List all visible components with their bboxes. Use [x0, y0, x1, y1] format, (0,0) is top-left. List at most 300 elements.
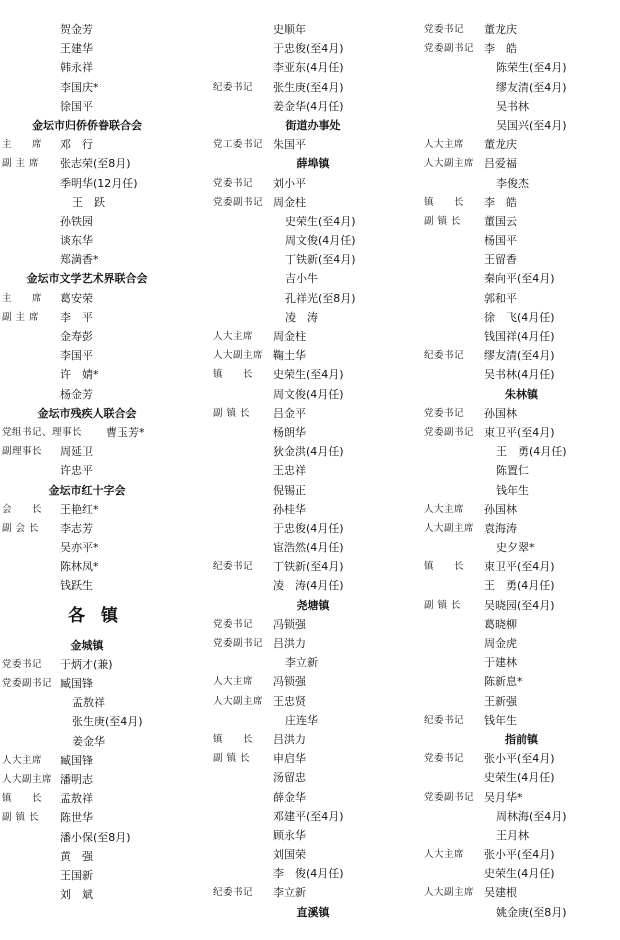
directory-entry — [213, 423, 413, 442]
directory-entry — [2, 732, 202, 751]
person-name: 缪友清(至4月) — [496, 80, 567, 94]
person-name: 凌 涛 — [285, 310, 318, 324]
directory-entry — [2, 78, 202, 97]
position-label: 党委书记 — [213, 618, 254, 630]
person-name: 史荣生(4月任) — [484, 771, 555, 785]
person-name: 秦向平(至4月) — [484, 272, 555, 286]
person-name: 孙桂华 — [273, 502, 306, 516]
person-name: 钱年生 — [496, 483, 529, 497]
directory-entry — [2, 519, 202, 538]
directory-entry — [2, 674, 202, 693]
position-label: 人大副主席 — [424, 522, 475, 534]
person-name: 潘小保(至8月) — [60, 830, 131, 844]
directory-entry — [213, 692, 413, 711]
person-name: 季明华(12月任) — [60, 176, 138, 190]
directory-entry — [213, 807, 413, 826]
person-name: 吴国兴(至4月) — [496, 118, 567, 132]
directory-entry — [2, 693, 202, 712]
chapter-title: 各镇 — [68, 605, 134, 626]
person-name: 徐国平 — [60, 99, 93, 113]
person-name: 史荣生(至4月) — [285, 214, 356, 228]
left-column — [2, 20, 202, 904]
person-name: 钱跃生 — [60, 579, 93, 593]
person-name: 孙国林 — [484, 502, 517, 516]
section-heading: 街道办事处 — [285, 118, 341, 132]
directory-entry — [424, 250, 619, 269]
person-name: 于忠俊(至4月) — [273, 42, 344, 56]
directory-entry — [424, 500, 619, 519]
directory-entry — [424, 538, 619, 557]
person-name: 吴月华* — [484, 790, 523, 804]
directory-entry — [213, 461, 413, 480]
person-name: 陈世华 — [60, 811, 93, 825]
person-name: 顾永华 — [273, 828, 306, 842]
position-label: 副 主 席 — [2, 311, 40, 323]
directory-entry — [424, 461, 619, 480]
directory-entry — [424, 481, 619, 500]
directory-entry — [2, 289, 202, 308]
section-heading: 直溪镇 — [296, 905, 330, 919]
person-name: 李俊杰 — [496, 176, 529, 190]
person-name: 凌 涛(4月任) — [273, 579, 344, 593]
directory-entry — [2, 461, 202, 480]
directory-entry — [213, 78, 413, 97]
person-name: 申启华 — [273, 752, 306, 766]
person-name: 孔祥光(至8月) — [285, 291, 356, 305]
directory-entry — [2, 193, 202, 212]
person-name: 张小平(至4月) — [484, 848, 555, 862]
person-name: 杨金芳 — [60, 387, 93, 401]
person-name: 臧国锋 — [60, 677, 93, 690]
directory-entry — [213, 58, 413, 77]
directory-entry — [424, 749, 619, 768]
directory-entry — [213, 289, 413, 308]
directory-entry — [424, 845, 619, 864]
directory-entry — [424, 97, 619, 116]
person-name: 张生庚(至4月) — [273, 80, 344, 94]
directory-entry — [213, 39, 413, 58]
person-name: 束卫平(至4月) — [484, 425, 555, 439]
directory-entry — [424, 615, 619, 634]
directory-entry — [2, 327, 202, 346]
person-name: 朱国平 — [273, 138, 306, 152]
person-name: 周金柱 — [273, 330, 306, 343]
position-label: 镇 长 — [424, 561, 465, 573]
directory-entry — [424, 672, 619, 691]
position-label: 主 席 — [2, 139, 43, 151]
directory-entry — [2, 58, 202, 77]
directory-entry — [2, 308, 202, 327]
directory-entry — [213, 788, 413, 807]
directory-entry — [2, 423, 202, 442]
position-label: 党委副书记 — [213, 196, 264, 208]
person-name: 吴亦平* — [60, 541, 99, 555]
position-label: 副 镇 长 — [213, 407, 251, 419]
person-name: 史荣生(至4月) — [273, 368, 344, 382]
person-name: 陈新息* — [484, 675, 523, 689]
position-label: 党委书记 — [424, 407, 465, 419]
position-label: 纪委书记 — [424, 714, 465, 726]
person-name: 王忠祥 — [273, 464, 306, 478]
directory-entry — [2, 538, 202, 557]
directory-entry — [424, 576, 619, 595]
person-name: 史荣生(4月任) — [484, 867, 555, 881]
person-name: 庄连华 — [285, 713, 318, 727]
person-name: 孙国林 — [484, 406, 517, 420]
person-name: 董龙庆 — [484, 138, 517, 152]
position-label: 党委书记 — [424, 753, 465, 765]
person-name: 刘 斌 — [60, 888, 93, 902]
directory-entry — [424, 788, 619, 807]
position-label: 会 长 — [2, 503, 43, 515]
person-name: 许 婧* — [60, 368, 99, 382]
directory-entry — [213, 864, 413, 883]
person-name: 潘明志 — [60, 772, 93, 786]
directory-entry — [213, 481, 413, 500]
directory-entry — [424, 346, 619, 365]
position-label: 副 镇 长 — [213, 753, 251, 765]
position-label: 镇 长 — [2, 793, 43, 805]
directory-entry — [424, 212, 619, 231]
directory-entry — [424, 442, 619, 461]
directory-entry — [2, 557, 202, 576]
directory-entry — [2, 20, 202, 39]
person-name: 狄金洪(4月任) — [273, 445, 344, 459]
directory-entry — [213, 308, 413, 327]
section-heading: 金坛市红十字会 — [48, 483, 126, 497]
person-name: 葛晓柳 — [484, 617, 517, 631]
directory-entry — [424, 193, 619, 212]
directory-entry — [424, 711, 619, 730]
directory-entry — [2, 39, 202, 58]
position-label: 党委书记 — [213, 177, 254, 189]
position-label: 人大主席 — [2, 754, 43, 766]
directory-entry — [2, 712, 202, 731]
person-name: 李 俊(4月任) — [273, 867, 344, 881]
position-label: 副 镇 长 — [2, 812, 40, 824]
person-name: 王忠贤 — [273, 694, 306, 708]
person-name: 吕洪力 — [273, 732, 306, 746]
directory-entry — [2, 250, 202, 269]
directory-entry — [2, 174, 202, 193]
directory-entry — [424, 78, 619, 97]
directory-entry — [213, 883, 413, 902]
person-name: 张生庚(至4月) — [72, 715, 143, 729]
position-label: 主 席 — [2, 292, 43, 304]
directory-entry — [424, 289, 619, 308]
person-name: 丁铁新(至4月) — [285, 253, 356, 267]
directory-entry — [213, 634, 413, 653]
directory-entry — [2, 231, 202, 250]
directory-entry — [2, 135, 202, 154]
directory-entry — [2, 385, 202, 404]
position-label: 副理事长 — [2, 446, 43, 458]
directory-entry — [2, 212, 202, 231]
directory-entry — [2, 828, 202, 847]
position-label: 纪委书记 — [213, 81, 254, 93]
person-name: 缪友清(至4月) — [484, 349, 555, 363]
person-name: 郑満香* — [60, 253, 99, 267]
directory-entry — [424, 231, 619, 250]
position-label: 纪委书记 — [213, 561, 254, 573]
directory-entry — [213, 845, 413, 864]
directory-entry — [213, 346, 413, 365]
person-name: 李志芳 — [60, 521, 93, 535]
person-name: 陈林凤* — [60, 560, 99, 574]
person-name: 钱国祥(4月任) — [484, 330, 555, 343]
directory-entry — [424, 634, 619, 653]
directory-entry — [424, 154, 619, 173]
person-name: 董国云 — [484, 214, 517, 228]
person-name: 于炳才(兼) — [60, 657, 113, 671]
right-column — [424, 20, 619, 922]
position-label: 党委副书记 — [424, 791, 475, 803]
person-name: 周金虎 — [484, 637, 517, 650]
position-label: 人大副主席 — [213, 350, 264, 362]
person-name: 王艳红* — [60, 502, 99, 516]
person-name: 汤留忠 — [273, 771, 306, 785]
person-name: 徐 飞(4月任) — [484, 310, 555, 324]
directory-entry — [424, 864, 619, 883]
person-name: 曹玉芳* — [106, 425, 145, 439]
middle-column — [213, 20, 413, 922]
directory-entry — [424, 519, 619, 538]
person-name: 李亚东(4月任) — [273, 61, 344, 75]
section-heading: 尧塘镇 — [296, 598, 330, 612]
directory-entry — [424, 174, 619, 193]
directory-entry — [213, 20, 413, 39]
person-name: 许忠平 — [60, 464, 93, 478]
person-name: 姚金庚(至8月) — [496, 905, 567, 919]
directory-entry — [213, 826, 413, 845]
position-label: 人大副主席 — [2, 773, 53, 785]
person-name: 鞠土华 — [273, 349, 306, 363]
position-label: 党委副书记 — [424, 426, 475, 438]
position-label: 人大主席 — [424, 849, 465, 861]
directory-entry — [2, 576, 202, 595]
person-name: 郭和平 — [484, 291, 517, 305]
position-label: 人大主席 — [213, 676, 254, 688]
position-label: 党委副书记 — [213, 638, 264, 649]
person-name: 王 勇(4月任) — [484, 579, 555, 593]
directory-entry — [213, 519, 413, 538]
person-name: 臧国锋 — [60, 753, 93, 767]
person-name: 丁铁新(至4月) — [273, 560, 344, 574]
person-name: 李国平 — [60, 349, 93, 363]
person-name: 陈荣生(至4月) — [496, 61, 567, 75]
person-name: 王 跃 — [72, 195, 105, 209]
section-heading: 薛埠镇 — [296, 157, 330, 171]
person-name: 钱年生 — [484, 713, 517, 727]
person-name: 史顺年 — [273, 23, 306, 36]
section-heading: 朱林镇 — [505, 387, 538, 401]
person-name: 刘小平 — [273, 176, 306, 190]
person-name: 周延卫 — [60, 445, 93, 459]
directory-entry — [2, 346, 202, 365]
person-name: 葛安荣 — [60, 291, 93, 305]
position-label: 人大副主席 — [424, 158, 475, 170]
directory-entry — [213, 768, 413, 787]
directory-entry — [2, 789, 202, 808]
directory-entry — [424, 20, 619, 39]
person-name: 刘国荣 — [273, 848, 306, 862]
person-name: 金寿彭 — [60, 330, 93, 343]
directory-entry — [2, 442, 202, 461]
directory-entry — [2, 751, 202, 770]
person-name: 张志荣(至8月) — [60, 157, 131, 171]
person-name: 薛金华 — [273, 790, 306, 804]
person-name: 宦浩然(4月任) — [273, 541, 344, 555]
person-name: 李 皓 — [484, 42, 517, 56]
directory-entry — [424, 807, 619, 826]
person-name: 吴书林(4月任) — [484, 368, 555, 382]
person-name: 邓建平(至4月) — [273, 809, 344, 823]
person-name: 王月林 — [496, 828, 529, 842]
person-name: 倪锡正 — [273, 483, 306, 497]
position-label: 镇 长 — [424, 196, 465, 208]
directory-entry — [213, 576, 413, 595]
directory-entry — [2, 500, 202, 519]
person-name: 王 勇(4月任) — [496, 445, 567, 459]
person-name: 吴书林 — [496, 99, 529, 113]
directory-entry — [213, 193, 413, 212]
directory-entry — [2, 365, 202, 384]
directory-entry — [424, 826, 619, 845]
person-name: 韩永祥 — [60, 61, 93, 75]
directory-entry — [424, 903, 619, 922]
person-name: 张小平(至4月) — [484, 752, 555, 766]
directory-entry — [213, 404, 413, 423]
position-label: 人大主席 — [424, 139, 465, 151]
person-name: 孟敖祥 — [72, 696, 105, 710]
person-name: 孙铁园 — [60, 214, 93, 228]
directory-entry — [213, 538, 413, 557]
directory-entry — [424, 116, 619, 135]
person-name: 姜金华(4月任) — [273, 99, 344, 113]
directory-entry — [424, 557, 619, 576]
person-name: 李国庆* — [60, 80, 99, 94]
directory-entry — [424, 423, 619, 442]
directory-entry — [213, 500, 413, 519]
person-name: 王国新 — [60, 868, 93, 882]
directory-entry — [424, 269, 619, 288]
directory-entry — [213, 730, 413, 749]
directory-entry — [424, 883, 619, 902]
person-name: 李立新 — [273, 886, 306, 900]
section-heading: 金坛市文学艺术界联合会 — [26, 272, 148, 286]
directory-entry — [213, 653, 413, 672]
position-label: 党委副书记 — [2, 678, 53, 689]
position-label: 副 镇 长 — [424, 215, 462, 227]
directory-entry — [424, 327, 619, 346]
person-name: 冯锁强 — [273, 617, 306, 631]
person-name: 邓 行 — [60, 138, 93, 152]
person-name: 黄 强 — [60, 849, 93, 863]
directory-entry — [2, 770, 202, 789]
position-label: 人大主席 — [424, 503, 465, 515]
section-heading: 金城镇 — [70, 638, 104, 652]
position-label: 党委副书记 — [424, 43, 475, 55]
person-name: 吕金平 — [273, 406, 306, 420]
person-name: 贺金芳 — [60, 23, 93, 36]
directory-entry — [424, 653, 619, 672]
directory-entry — [2, 847, 202, 866]
directory-entry — [213, 269, 413, 288]
position-label: 党组书记、理事长 — [2, 426, 83, 438]
directory-entry — [2, 154, 202, 173]
directory-entry — [213, 174, 413, 193]
person-name: 周林海(至4月) — [496, 809, 567, 823]
person-name: 吕洪力 — [273, 637, 306, 650]
position-label: 镇 长 — [213, 733, 254, 745]
position-label: 副 镇 长 — [424, 599, 462, 611]
directory-entry — [2, 866, 202, 885]
position-label: 人大副主席 — [424, 887, 475, 899]
directory-entry — [213, 212, 413, 231]
person-name: 周文俊(4月任) — [273, 387, 344, 401]
person-name: 束卫平(至4月) — [484, 560, 555, 574]
person-name: 李立新 — [285, 656, 318, 670]
directory-entry — [424, 404, 619, 423]
person-name: 吴晓园(至4月) — [484, 598, 555, 612]
person-name: 史夕翠* — [496, 541, 535, 555]
person-name: 周金柱 — [273, 195, 306, 209]
person-name: 于忠俊(4月任) — [273, 521, 344, 535]
directory-entry — [213, 749, 413, 768]
directory-entry — [213, 385, 413, 404]
directory-entry — [2, 655, 202, 674]
directory-entry — [424, 768, 619, 787]
directory-entry — [213, 711, 413, 730]
directory-entry — [213, 97, 413, 116]
directory-entry — [424, 365, 619, 384]
person-name: 于建林 — [484, 656, 517, 670]
person-name: 吕爱福 — [484, 157, 517, 171]
directory-entry — [213, 615, 413, 634]
position-label: 副 主 席 — [2, 158, 40, 170]
directory-entry — [424, 135, 619, 154]
person-name: 袁海涛 — [484, 521, 517, 535]
person-name: 周文俊(4月任) — [285, 234, 356, 248]
person-name: 李 平 — [60, 310, 93, 324]
person-name: 杨国平 — [484, 234, 517, 248]
position-label: 纪委书记 — [213, 887, 254, 899]
person-name: 董龙庆 — [484, 23, 517, 36]
directory-entry — [213, 135, 413, 154]
person-name: 杨朗华 — [273, 425, 306, 439]
person-name: 孟敖祥 — [60, 792, 93, 806]
person-name: 李 皓 — [484, 195, 517, 209]
directory-entry — [2, 808, 202, 827]
directory-entry — [213, 442, 413, 461]
person-name: 吉小牛 — [285, 272, 318, 286]
person-name: 吴建根 — [484, 886, 517, 900]
position-label: 人大主席 — [213, 331, 254, 342]
directory-entry — [213, 557, 413, 576]
position-label: 党委书记 — [424, 24, 465, 35]
position-label: 党工委书记 — [213, 139, 264, 151]
section-heading: 金坛市归侨侨眷联合会 — [32, 118, 142, 132]
directory-entry — [424, 39, 619, 58]
person-name: 冯锁强 — [273, 675, 306, 689]
directory-entry — [213, 250, 413, 269]
directory-entry — [424, 58, 619, 77]
directory-entry — [2, 97, 202, 116]
person-name: 王新强 — [484, 694, 517, 708]
person-name: 陈置仁 — [496, 464, 529, 478]
directory-entry — [213, 365, 413, 384]
directory-entry — [213, 231, 413, 250]
